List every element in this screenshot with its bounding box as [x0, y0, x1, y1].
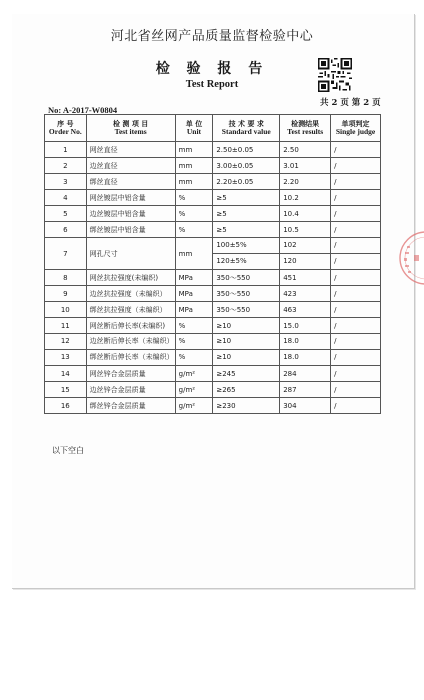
table-row: [45, 190, 381, 206]
cell-standard: 350～550: [213, 286, 280, 302]
report-title-en: Test Report: [185, 79, 239, 90]
cell-result: 304: [280, 398, 331, 414]
cell-unit: %: [175, 350, 213, 366]
header-single-judge: 单项判定 Single judge: [331, 115, 381, 142]
cell-unit: MPa: [175, 286, 213, 302]
table-row: [45, 398, 381, 414]
cell-unit: mm: [175, 174, 213, 190]
cell-unit: g/m²: [175, 398, 213, 414]
cell-test-item: 绑丝直径: [86, 174, 175, 190]
cell-result: 18.0: [280, 350, 331, 366]
cell-unit: %: [175, 206, 213, 222]
cell-order-no: 5: [45, 206, 87, 222]
cell-test-item: 边丝抗拉强度（未编织）: [86, 286, 175, 302]
red-seal-stamp: [396, 228, 424, 288]
org-name: 河北省丝网产品质量监督检验中心: [110, 29, 314, 44]
cell-order-no: 13: [45, 350, 87, 366]
table-row: [45, 158, 381, 174]
blank-below-note: 以下空白: [52, 446, 84, 455]
cell-judge: /: [331, 254, 381, 270]
table-header-row: [45, 115, 381, 142]
cell-result: 463: [280, 302, 331, 318]
cell-judge: /: [331, 270, 381, 286]
cell-unit: mm: [175, 142, 213, 158]
table-row: [45, 238, 381, 254]
test-results-table: [44, 114, 381, 414]
cell-judge: /: [331, 350, 381, 366]
cell-standard: ≥230: [213, 398, 280, 414]
cell-judge: /: [331, 190, 381, 206]
cell-judge: /: [331, 382, 381, 398]
cell-judge: /: [331, 206, 381, 222]
cell-test-item: 网丝断后伸长率(未编织): [86, 318, 175, 334]
header-standard-value: 技 术 要 求 Standard value: [213, 115, 280, 142]
report-title-cn: 检 验 报 告: [155, 61, 269, 77]
cell-judge: /: [331, 158, 381, 174]
table-row: [45, 174, 381, 190]
cell-order-no: 15: [45, 382, 87, 398]
cell-judge: /: [331, 318, 381, 334]
cell-unit: %: [175, 222, 213, 238]
cell-standard: ≥265: [213, 382, 280, 398]
cell-order-no: 2: [45, 158, 87, 174]
cell-judge: /: [331, 222, 381, 238]
cell-judge: /: [331, 238, 381, 254]
cell-standard: 100±5%: [213, 238, 280, 254]
cell-result: 3.01: [280, 158, 331, 174]
cell-standard: ≥5: [213, 190, 280, 206]
cell-test-item: 网孔尺寸: [86, 238, 175, 270]
cell-result: 18.0: [280, 334, 331, 350]
cell-result: 10.4: [280, 206, 331, 222]
table-row: [45, 222, 381, 238]
cell-order-no: 3: [45, 174, 87, 190]
cell-order-no: 1: [45, 142, 87, 158]
cell-result: 120: [280, 254, 331, 270]
cell-result: 15.0: [280, 318, 331, 334]
cell-order-no: 11: [45, 318, 87, 334]
cell-unit: %: [175, 334, 213, 350]
cell-unit: g/m²: [175, 366, 213, 382]
cell-unit: %: [175, 190, 213, 206]
cell-judge: /: [331, 302, 381, 318]
cell-unit: g/m²: [175, 382, 213, 398]
cell-standard: ≥10: [213, 350, 280, 366]
header-test-results: 检测结果 Test results: [280, 115, 331, 142]
page-info: 共 2 页 第 2 页: [320, 98, 381, 108]
header-test-items: 检 测 项 目 Test items: [86, 115, 175, 142]
cell-result: 102: [280, 238, 331, 254]
cell-order-no: 8: [45, 270, 87, 286]
cell-order-no: 6: [45, 222, 87, 238]
cell-test-item: 边丝锌合金层质量: [86, 382, 175, 398]
cell-judge: /: [331, 174, 381, 190]
cell-standard: ≥5: [213, 206, 280, 222]
table-row: [45, 334, 381, 350]
cell-test-item: 边丝直径: [86, 158, 175, 174]
table-row: [45, 142, 381, 158]
cell-result: 451: [280, 270, 331, 286]
cell-test-item: 网丝直径: [86, 142, 175, 158]
cell-test-item: 绑丝锌合金层质量: [86, 398, 175, 414]
cell-unit: MPa: [175, 302, 213, 318]
cell-order-no: 4: [45, 190, 87, 206]
cell-judge: /: [331, 142, 381, 158]
table-row: [45, 286, 381, 302]
cell-standard: 350～550: [213, 302, 280, 318]
cell-unit: %: [175, 318, 213, 334]
cell-result: 2.50: [280, 142, 331, 158]
cell-result: 423: [280, 286, 331, 302]
cell-standard: ≥245: [213, 366, 280, 382]
cell-test-item: 边丝断后伸长率（未编织）: [86, 334, 175, 350]
table-row: [45, 350, 381, 366]
cell-unit: mm: [175, 158, 213, 174]
cell-test-item: 网丝抗拉强度(未编织): [86, 270, 175, 286]
cell-order-no: 14: [45, 366, 87, 382]
cell-unit: MPa: [175, 270, 213, 286]
cell-result: 10.2: [280, 190, 331, 206]
cell-test-item: 网丝锌合金层质量: [86, 366, 175, 382]
cell-standard: ≥10: [213, 318, 280, 334]
cell-order-no: 12: [45, 334, 87, 350]
cell-standard: 120±5%: [213, 254, 280, 270]
table-row: [45, 318, 381, 334]
qr-code-icon: [318, 58, 352, 92]
cell-test-item: 绑丝断后伸长率（未编织）: [86, 350, 175, 366]
cell-order-no: 7: [45, 238, 87, 270]
cell-result: 10.5: [280, 222, 331, 238]
cell-test-item: 绑丝抗拉强度（未编织）: [86, 302, 175, 318]
cell-standard: 350～550: [213, 270, 280, 286]
cell-result: 2.20: [280, 174, 331, 190]
cell-order-no: 10: [45, 302, 87, 318]
cell-order-no: 9: [45, 286, 87, 302]
cell-result: 287: [280, 382, 331, 398]
cell-judge: /: [331, 286, 381, 302]
cell-test-item: 边丝镀层中铝含量: [86, 206, 175, 222]
cell-result: 284: [280, 366, 331, 382]
cell-standard: 2.20±0.05: [213, 174, 280, 190]
table-row: [45, 382, 381, 398]
cell-judge: /: [331, 366, 381, 382]
cell-standard: 2.50±0.05: [213, 142, 280, 158]
header-unit: 单 位 Unit: [175, 115, 213, 142]
cell-order-no: 16: [45, 398, 87, 414]
cell-test-item: 网丝镀层中铝含量: [86, 190, 175, 206]
report-number: No: A-2017-W0804: [48, 105, 118, 115]
cell-standard: ≥5: [213, 222, 280, 238]
cell-test-item: 绑丝镀层中铝含量: [86, 222, 175, 238]
header-order-no: 序 号 Order No.: [45, 115, 87, 142]
table-row: [45, 366, 381, 382]
cell-judge: /: [331, 398, 381, 414]
cell-standard: 3.00±0.05: [213, 158, 280, 174]
table-row: [45, 302, 381, 318]
table-row: [45, 206, 381, 222]
cell-unit: mm: [175, 238, 213, 270]
table-row: [45, 270, 381, 286]
cell-standard: ≥10: [213, 334, 280, 350]
cell-judge: /: [331, 334, 381, 350]
